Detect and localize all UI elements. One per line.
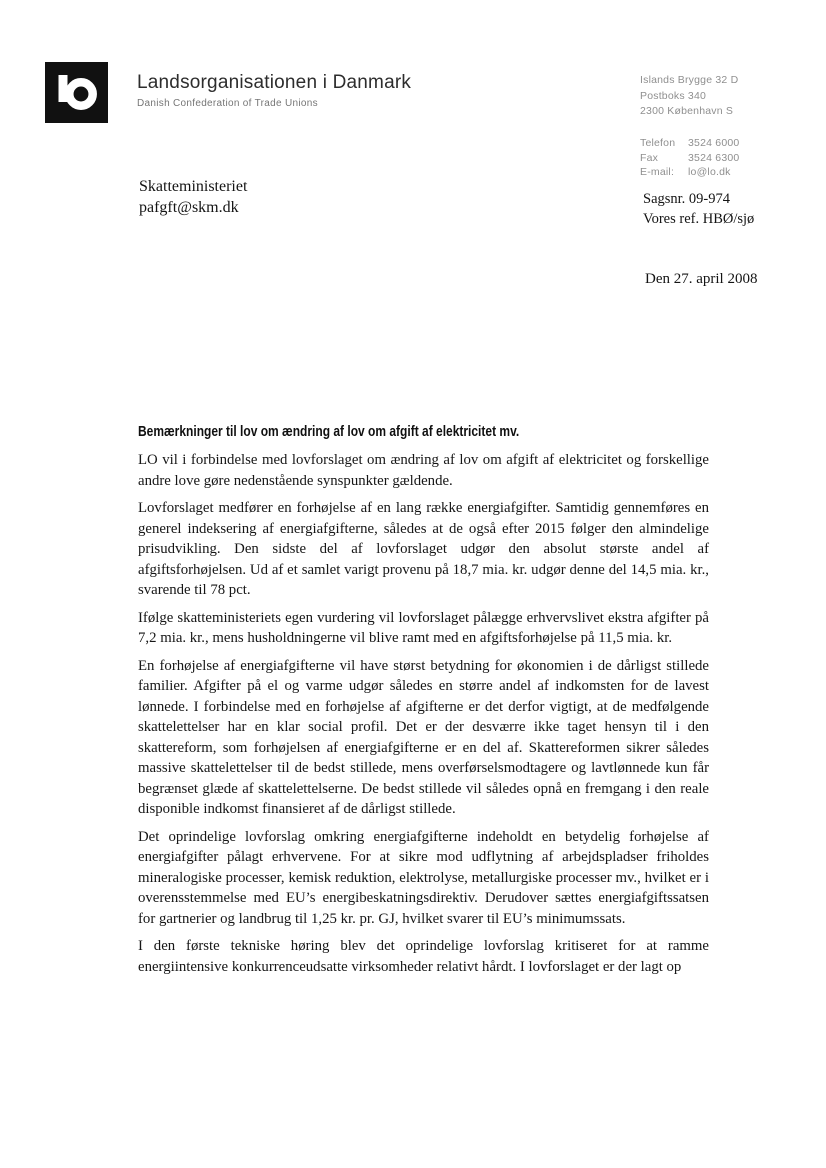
contact-row <box>640 165 739 180</box>
letterhead <box>137 72 411 109</box>
recipient-block <box>139 176 247 218</box>
body-heading: Bemærkninger til lov om ændring af lov om afgift af elektricitet mv. <box>138 423 520 440</box>
contact-row <box>640 151 739 166</box>
contact-value: lo@lo.dk <box>688 166 731 178</box>
address-line: Islands Brygge 32 D <box>640 74 739 86</box>
contact-row <box>640 136 739 151</box>
case-number: Sagsnr. 09-974 <box>643 191 730 207</box>
body-paragraph: LO vil i forbindelse med lovforslaget om ændring af lov om afgift af elektricitet og forskellige andre love gøre nedenstående synspunkter gældende. <box>138 452 709 489</box>
reference-block <box>643 190 754 229</box>
lo-logo-icon <box>45 62 108 123</box>
contact-value: 3524 6000 <box>688 137 740 149</box>
body-paragraph: Det oprindelige lovforslag omkring energiafgifterne indeholdt en betydelig forhøjelse af energiafgifter pålagt erhvervene. For at sikre mod udflytning af arbejdspladser friholdes mineralogiske processer, kemisk reduktion, elektrolyse, metallurgiske processer mv., hvilket er i overensstemmelse med EU’s energibeskatningsdirektiv. Derudover sættes energiafgiftssatsen for gartnerier og landbrug til 1,25 kr. pr. GJ, hvilket svarer til EU’s minimumssats. <box>138 828 709 927</box>
contact-label: Telefon <box>640 137 676 149</box>
contact-lines <box>640 136 739 180</box>
body-paragraph: I den første tekniske høring blev det oprindelige lovforslag kritiseret for at ramme energiintensive konkurrenceudsatte virksomheder relativt hårdt. I lovforslaget er der lagt op <box>138 938 709 975</box>
lo-logo <box>45 62 108 123</box>
body-paragraph: Ifølge skatteministeriets egen vurdering vil lovforslaget pålægge erhvervslivet ekstra afgifter på 7,2 mia. kr., mens husholdningerne vil blive ramt med en afgiftsforhøjelse på 11,5 mia. kr. <box>138 609 709 646</box>
address-line: 2300 København S <box>640 105 734 117</box>
letter-date: Den 27. april 2008 <box>645 271 758 287</box>
address-line: Postboks 340 <box>640 89 707 102</box>
our-reference: Vores ref. HBØ/sjø <box>643 210 755 227</box>
address-lines <box>640 73 738 120</box>
body-paragraphs <box>138 450 709 977</box>
recipient-email: pafgft@skm.dk <box>139 199 239 216</box>
org-name: Landsorganisationen i Danmark <box>137 72 412 93</box>
contact-label: Fax <box>640 151 659 164</box>
body-paragraph: En forhøjelse af energiafgifterne vil have størst betydning for økonomien i de dårligst stillede familier. Afgifter på el og varme udgør således en større andel af indkomsten for de lavest lønnede. I forbindelse med en forhøjelse af afgifterne er det derfor vigtigt, at de medfølgende skattelettelser har en klar social profil. Det er der desværre ikke taget hensyn til i den skattereform, som forhøjelsen af energiafgifterne er en del af. Skattereformen sikrer således massive skattelettelser til de bedst stillede, mens overførselsmodtagere og lavtlønnede kun får begrænset glæde af skattelettelserne. De bedst stillede vil således opnå en fremgang i den reale disponible indkomst finansieret af de dårligst stillede. <box>138 657 709 817</box>
contact-label: E-mail: <box>640 166 675 178</box>
contact-value: 3524 6300 <box>688 151 740 164</box>
recipient-name: Skatteministeriet <box>139 178 248 195</box>
body-paragraph: Lovforslaget medfører en forhøjelse af en lang række energiafgifter. Samtidig gennemføres en generel indeksering af energiafgifterne, således at de også efter 2015 følger den almindelige prisudvikling. Den sidste del af lovforslaget udgør den absolut største andel af afgiftsforhøjelsen. Ud af et samlet varigt provenu på 18,7 mia. kr. udgør denne del 14,5 mia. kr., svarende til 78 pct. <box>138 500 709 598</box>
letter-body <box>138 423 709 984</box>
org-subtitle: Danish Confederation of Trade Unions <box>137 98 318 109</box>
